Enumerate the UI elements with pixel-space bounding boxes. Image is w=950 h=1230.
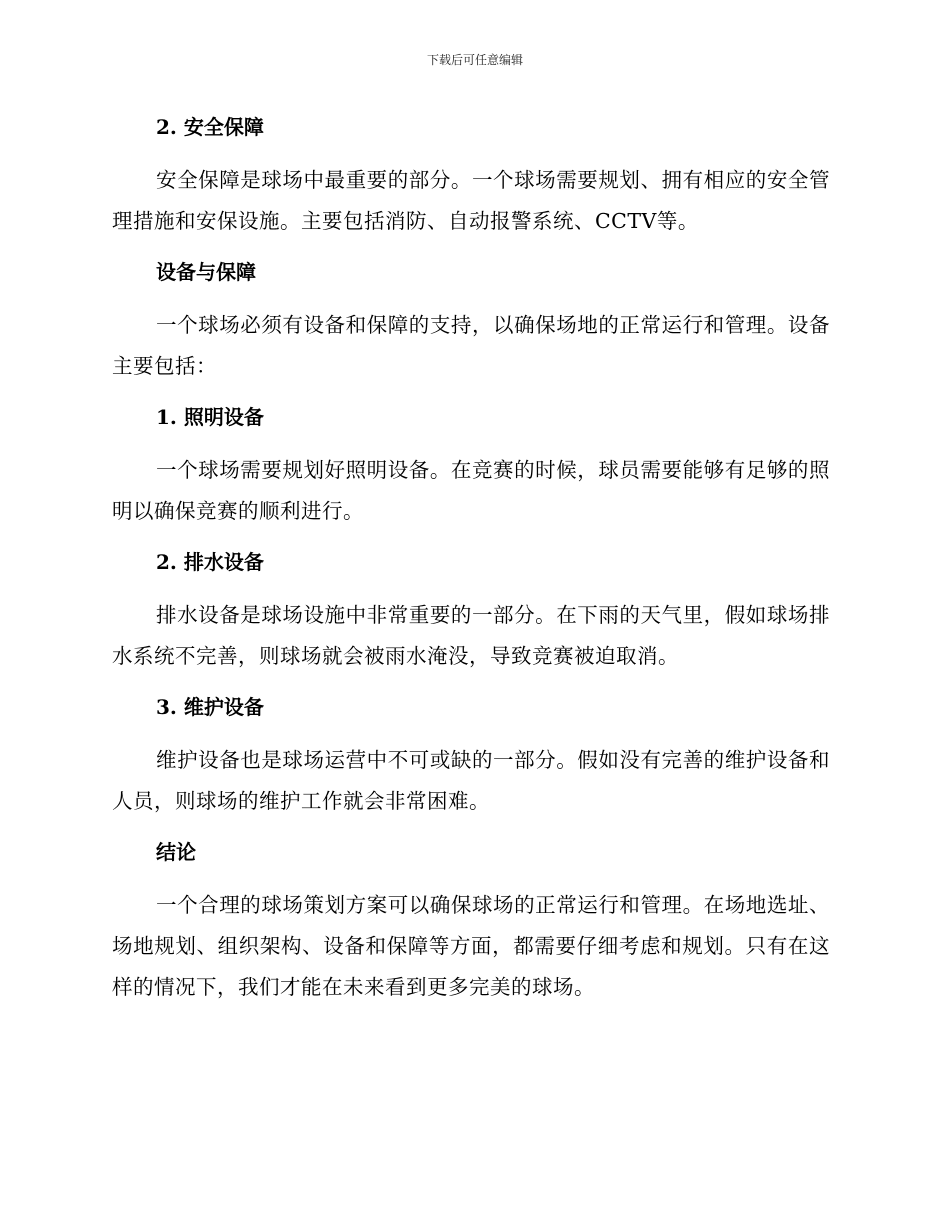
paragraph-conclusion: 一个合理的球场策划方案可以确保球场的正常运行和管理。在场地选址、场地规划、组织架构、设备和保障等方面，都需要仔细考虑和规划。只有在这样的情况下，我们才能在未来看到更多完美的球场。 bbox=[112, 893, 830, 999]
document-body bbox=[112, 108, 830, 1019]
section-heading-drainage: 2. 排水设备 bbox=[156, 550, 264, 574]
paragraph-safety: 安全保障是球场中最重要的部分。一个球场需要规划、拥有相应的安全管理措施和安保设施。主要包括消防、自动报警系统、CCTV等。 bbox=[112, 168, 830, 233]
paragraph-maintenance: 维护设备也是球场运营中不可或缺的一部分。假如没有完善的维护设备和人员，则球场的维护工作就会非常困难。 bbox=[112, 748, 830, 813]
paragraph-drainage: 排水设备是球场设施中非常重要的一部分。在下雨的天气里，假如球场排水系统不完善，则球场就会被雨水淹没，导致竞赛被迫取消。 bbox=[112, 603, 830, 668]
section-heading-conclusion: 结论 bbox=[156, 840, 196, 864]
section-heading-equipment: 设备与保障 bbox=[156, 260, 256, 284]
section-heading-lighting: 1. 照明设备 bbox=[156, 405, 264, 429]
section-heading-maintenance: 3. 维护设备 bbox=[156, 695, 264, 719]
paragraph-equipment: 一个球场必须有设备和保障的支持，以确保场地的正常运行和管理。设备主要包括： bbox=[112, 313, 830, 378]
page-header: 下载后可任意编辑 bbox=[426, 53, 523, 67]
paragraph-lighting: 一个球场需要规划好照明设备。在竞赛的时候，球员需要能够有足够的照明以确保竞赛的顺利进行。 bbox=[112, 458, 830, 523]
section-heading-safety: 2. 安全保障 bbox=[156, 115, 264, 139]
